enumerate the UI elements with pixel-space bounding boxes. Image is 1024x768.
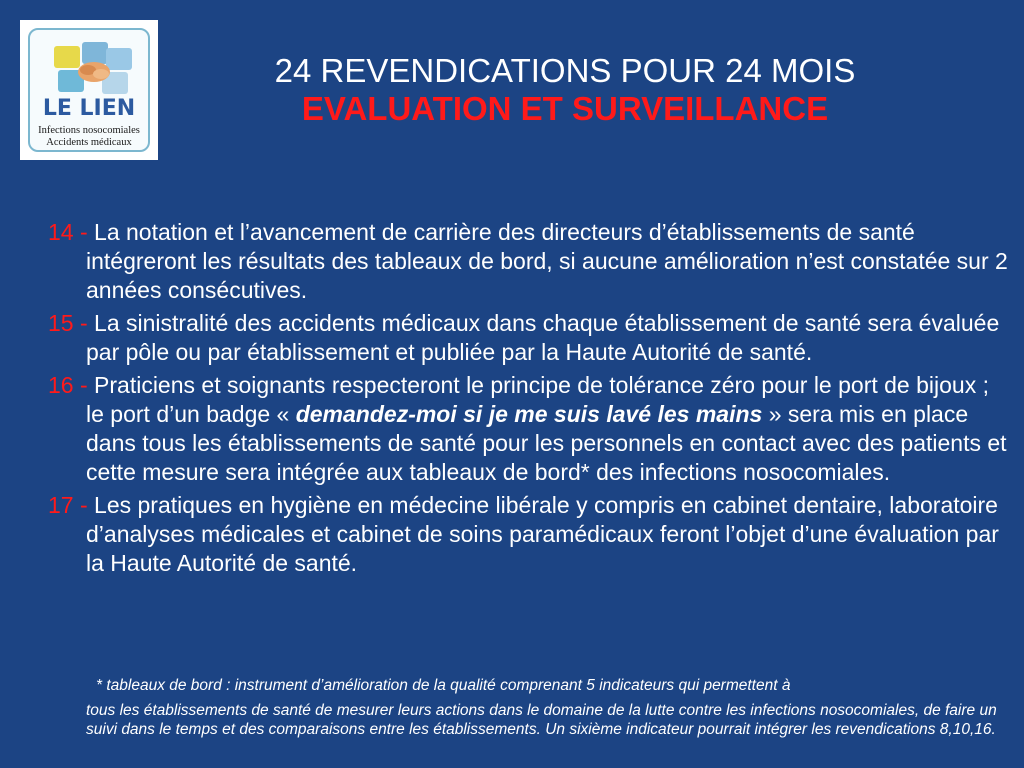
slide-title (180, 52, 950, 128)
demand-item-15 (48, 309, 1010, 367)
item-text: La sinistralité des accidents médicaux dans chaque établissement de santé sera évaluée par pôle ou par établissement et publiée par la Haute Autorité de santé. (86, 310, 1000, 365)
item-text-before: Praticiens et soignants respecteront le principe de tolérance zéro pour le port de bijoux ; le port d’un badge « (86, 372, 989, 427)
item-text: La notation et l’avancement de carrière des directeurs d’établissements de santé intégreront les résultats des tableaux de bord, si aucune amélioration n’est constatée sur 2 années consécutives. (86, 219, 1008, 303)
demand-item-14 (48, 218, 1010, 305)
demand-item-16 (48, 371, 1010, 487)
demands-list (48, 218, 1010, 582)
puzzle-piece-lightblue (106, 48, 132, 70)
puzzle-piece-blue (82, 42, 108, 64)
title-subtitle: EVALUATION ET SURVEILLANCE (301, 90, 829, 127)
footnote (86, 676, 1006, 739)
logo-frame (28, 28, 150, 152)
footnote-line1: * tableaux de bord : instrument d’amélioration de la qualité comprenant 5 indicateurs qui permettent à (96, 677, 791, 694)
item-number: 15 - (48, 310, 88, 336)
logo-subtitle-1: Infections nosocomiales (38, 125, 140, 136)
puzzle-handshake-icon (48, 40, 138, 100)
title-main: 24 REVENDICATIONS POUR 24 MOIS (274, 52, 856, 89)
item-text: Les pratiques en hygiène en médecine libérale y compris en cabinet dentaire, laboratoire d’analyses médicales et cabinet de soins paramédicaux feront l’objet d’une évaluation par la Haute Autorité de santé. (86, 492, 999, 576)
item-text-after: » sera mis en place dans tous les établissements de santé pour les personnels en contact avec des patients et cette mesure sera intégrée aux tableaux de bord* des infections nosocomiales. (86, 401, 1007, 485)
item-number: 14 - (48, 219, 88, 245)
badge-slogan: demandez-moi si je me suis lavé les mains (295, 401, 763, 427)
le-lien-logo (20, 20, 158, 160)
logo-title: LE LIEN (42, 96, 136, 121)
footnote-rest: tous les établissements de santé de mesurer leurs actions dans le domaine de la lutte contre les infections nosocomiales, de faire un suivi dans le temps et des comparaisons entre les établissements. Un sixième indicateur pourrait intégrer les revendications 8,10,16. (86, 702, 997, 738)
logo-subtitle-2: Accidents médicaux (46, 137, 132, 148)
puzzle-piece-yellow (54, 46, 80, 68)
hand-right (93, 69, 109, 79)
item-number: 16 - (48, 372, 88, 398)
demand-item-17 (48, 491, 1010, 578)
item-number: 17 - (48, 492, 88, 518)
